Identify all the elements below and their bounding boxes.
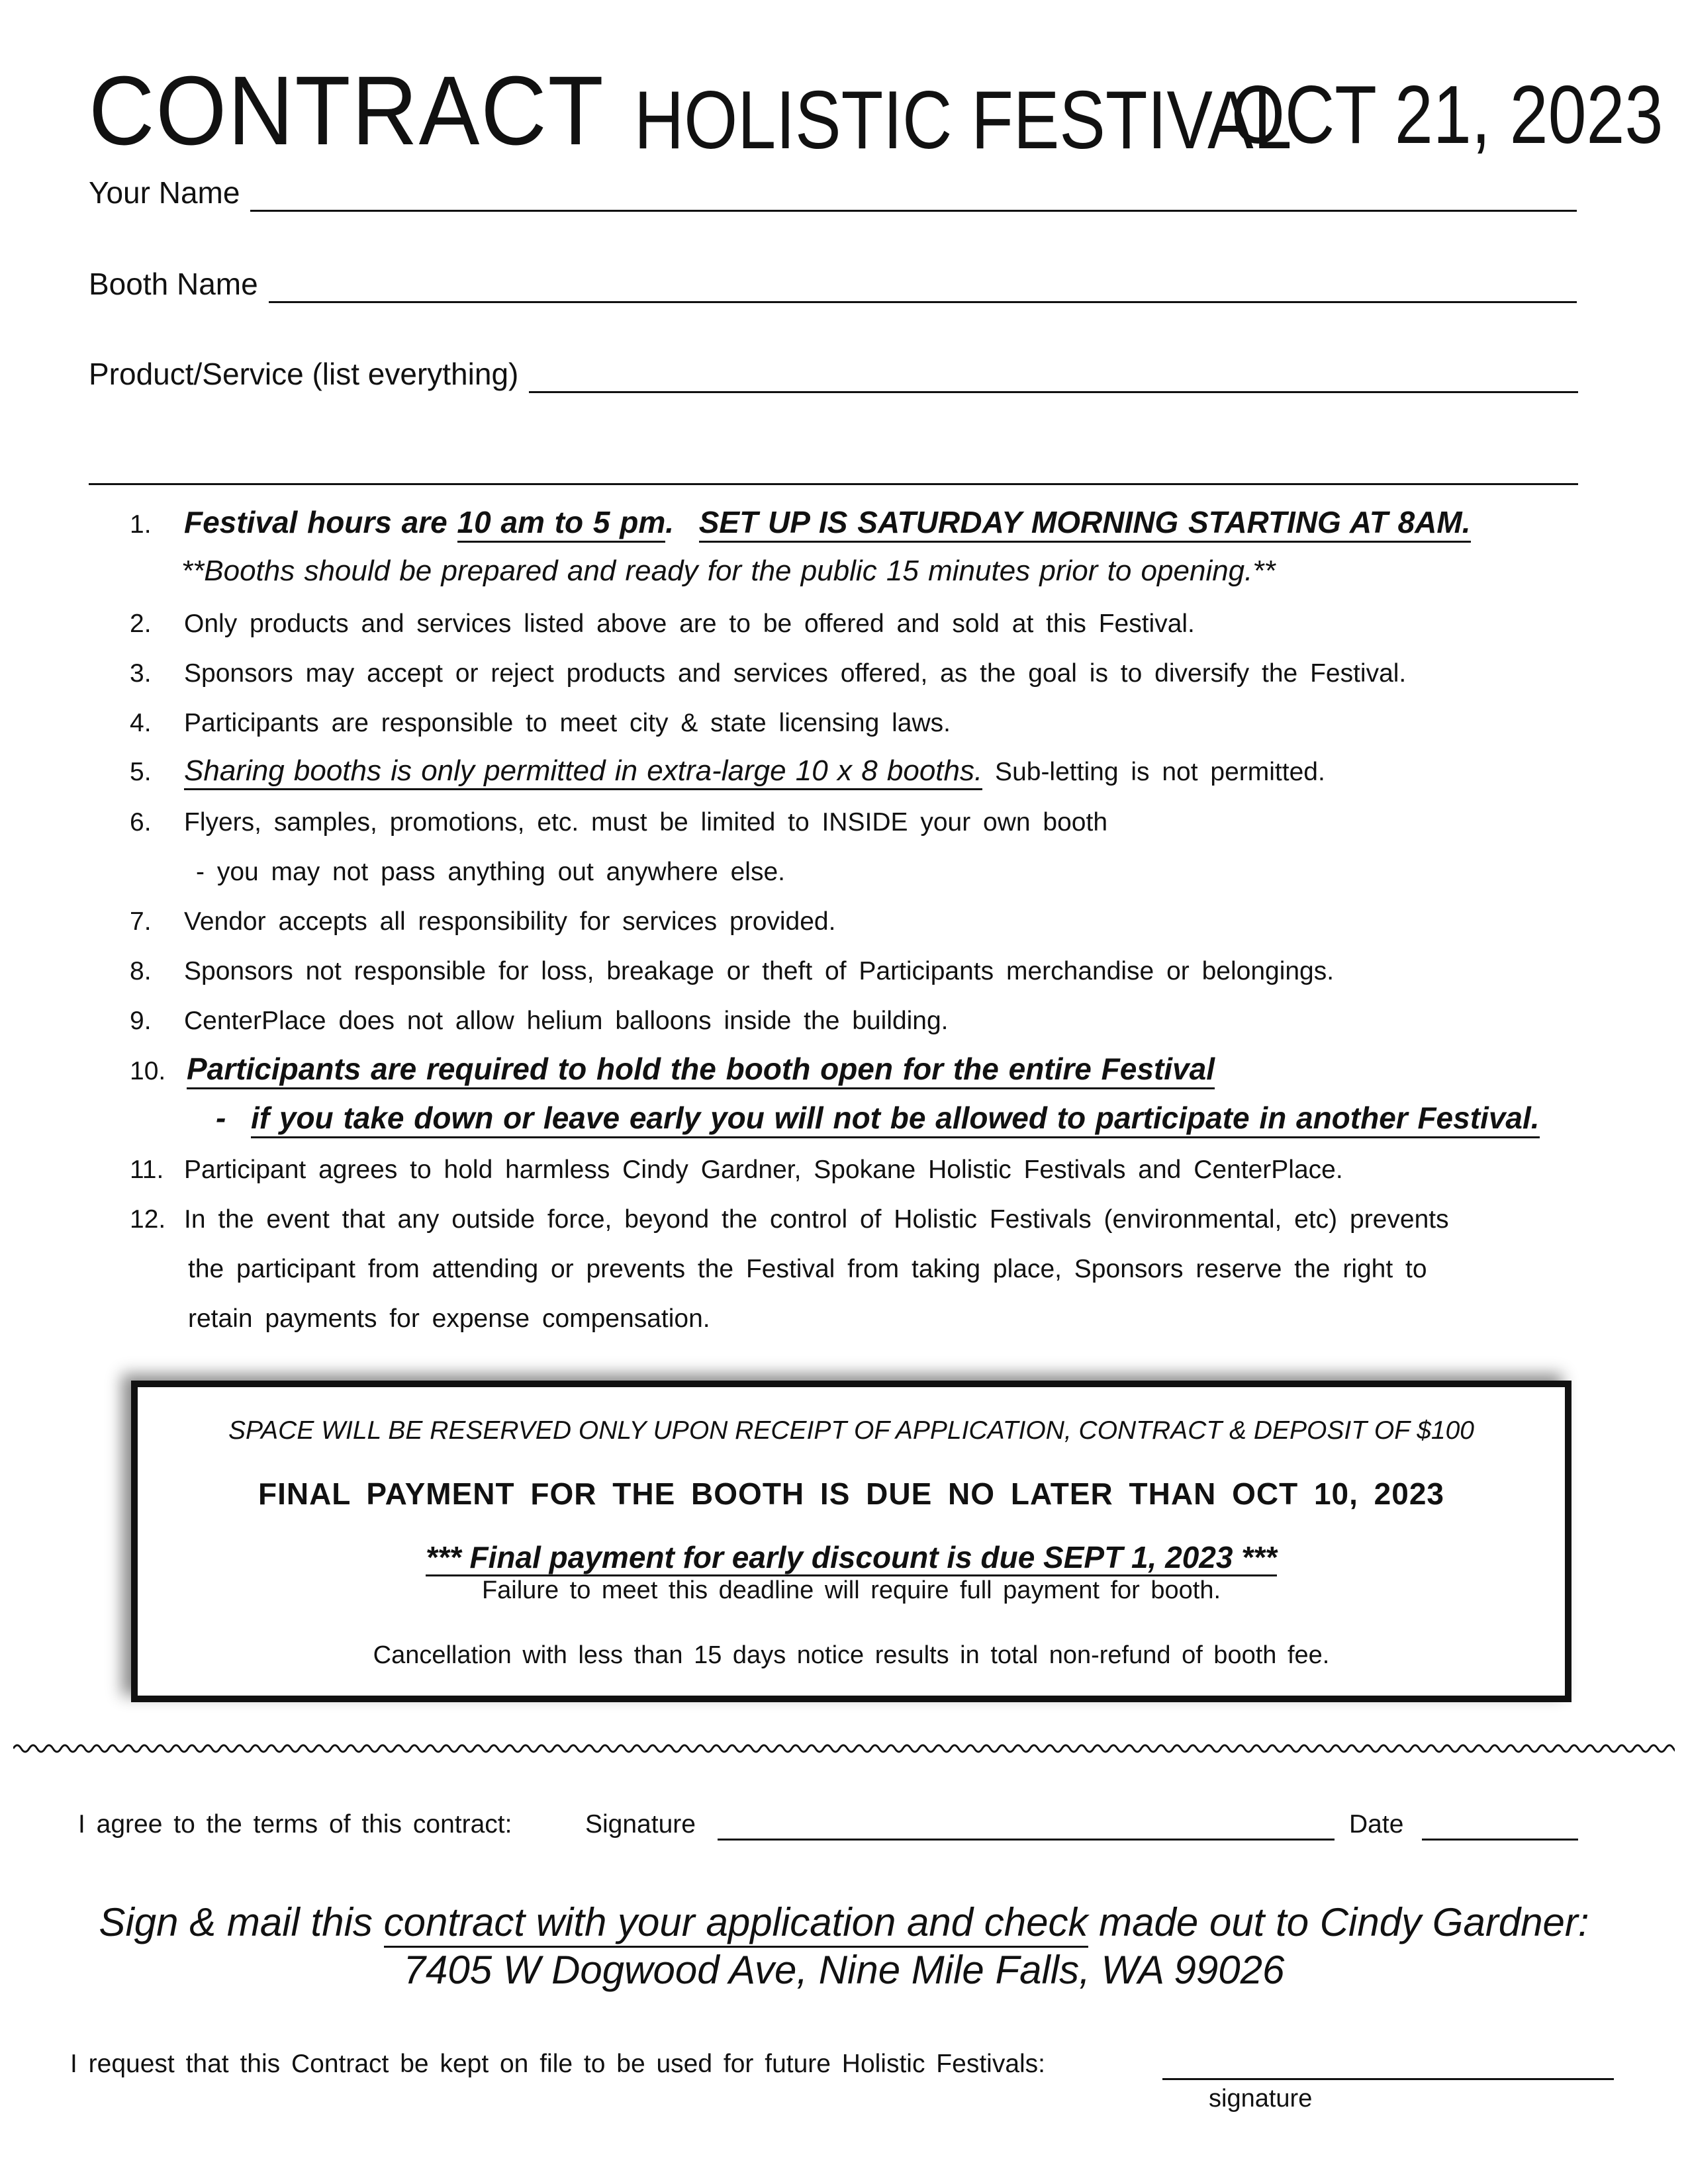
date-label: Date bbox=[1349, 1810, 1404, 1839]
booth-ready-note: **Booths should be prepared and ready for the public 15 minutes prior to opening.** bbox=[181, 555, 1276, 587]
your-name-line[interactable] bbox=[250, 179, 1577, 212]
product-service-line[interactable] bbox=[529, 361, 1578, 393]
event-date: OCT 21, 2023 bbox=[1231, 69, 1664, 161]
booth-name-line[interactable] bbox=[269, 271, 1577, 303]
list-item: 8. Sponsors not responsible for loss, breakage or theft of Participants merchandise or belongings. bbox=[130, 957, 1335, 985]
list-item: 12. In the event that any outside force, beyond the control of Holistic Festivals (environmental, etc) prevents bbox=[130, 1205, 1449, 1234]
final-payment-notice: FINAL PAYMENT FOR THE BOOTH IS DUE NO LATER THAN OCT 10, 2023 bbox=[258, 1477, 1445, 1511]
leave-early-note: - if you take down or leave early you will not be allowed to participate in another Festival. bbox=[216, 1101, 1540, 1137]
rule-12-continuation: retain payments for expense compensation. bbox=[188, 1304, 710, 1333]
list-item: 4. Participants are responsible to meet city & state licensing laws. bbox=[130, 709, 951, 737]
cancellation-note: Cancellation with less than 15 days notice results in total non-refund of booth fee. bbox=[373, 1641, 1330, 1669]
file-request-text: I request that this Contract be kept on file to be used for future Holistic Festivals: bbox=[70, 2050, 1046, 2078]
list-item: 5. Sharing booths is only permitted in extra-large 10 x 8 booths. Sub-letting is not permitted. bbox=[130, 754, 1325, 789]
cut-line bbox=[13, 1741, 1675, 1760]
mailing-address: 7405 W Dogwood Ave, Nine Mile Falls, WA 99026 bbox=[403, 1948, 1285, 1992]
booth-name-label: Booth Name bbox=[89, 267, 258, 301]
list-item: 7. Vendor accepts all responsibility for services provided. bbox=[130, 907, 836, 936]
festival-hours-text: Festival hours are bbox=[184, 505, 457, 539]
list-item: 9. CenterPlace does not allow helium balloons inside the building. bbox=[130, 1007, 949, 1035]
header bbox=[0, 52, 1688, 164]
setup-notice: SET UP IS SATURDAY MORNING STARTING AT 8AM. bbox=[699, 505, 1471, 543]
signature-row bbox=[78, 1808, 1581, 1848]
deadline-failure-note: Failure to meet this deadline will require full payment for booth. bbox=[481, 1576, 1221, 1604]
product-service-field[interactable] bbox=[89, 355, 1578, 393]
your-name-field[interactable] bbox=[89, 173, 1577, 212]
date-line[interactable] bbox=[1422, 1839, 1578, 1841]
signature-line[interactable] bbox=[718, 1839, 1335, 1841]
file-request-signature-line[interactable] bbox=[1162, 2078, 1614, 2080]
product-service-label: Product/Service (list everything) bbox=[89, 357, 519, 391]
flyers-note: - you may not pass anything out anywhere else. bbox=[196, 858, 785, 886]
booth-name-field[interactable] bbox=[89, 265, 1577, 303]
your-name-label: Your Name bbox=[89, 175, 240, 210]
product-service-line-2[interactable] bbox=[89, 483, 1578, 485]
list-item: 11. Participant agrees to hold harmless Cindy Gardner, Spokane Holistic Festivals and CenterPlace. bbox=[130, 1156, 1343, 1184]
list-item: 6. Flyers, samples, promotions, etc. must be limited to INSIDE your own booth bbox=[130, 808, 1108, 837]
payment-notice-box bbox=[131, 1381, 1571, 1702]
sharing-booths-text: Sharing booths is only permitted in extra-large 10 x 8 booths. bbox=[184, 754, 982, 790]
early-discount-notice: *** Final payment for early discount is due SEPT 1, 2023 *** bbox=[138, 1539, 1565, 1575]
list-item: 1. Festival hours are 10 am to 5 pm. SET UP IS SATURDAY MORNING STARTING AT 8AM. bbox=[130, 506, 1471, 541]
agree-text: I agree to the terms of this contract: bbox=[78, 1810, 512, 1839]
event-name: HOLISTIC FESTIVAL bbox=[634, 75, 1292, 166]
mail-instructions: Sign & mail this contract with your application and check made out to Cindy Gardner: bbox=[0, 1899, 1688, 1946]
festival-hours-value: 10 am to 5 pm bbox=[457, 505, 666, 543]
file-request-signature-label: signature bbox=[1209, 2085, 1313, 2113]
document-title: CONTRACT bbox=[89, 56, 605, 165]
rule-12-continuation: the participant from attending or prevents the Festival from taking place, Sponsors reserve the right to bbox=[188, 1255, 1427, 1283]
list-item: 3. Sponsors may accept or reject products and services offered, as the goal is to diversify the Festival. bbox=[130, 659, 1407, 688]
signature-label: Signature bbox=[585, 1810, 696, 1839]
list-item: 10. Participants are required to hold the booth open for the entire Festival bbox=[130, 1052, 1215, 1088]
hold-booth-text: Participants are required to hold the booth open for the entire Festival bbox=[187, 1052, 1215, 1089]
list-item: 2. Only products and services listed above are to be offered and sold at this Festival. bbox=[130, 610, 1195, 638]
reservation-notice: SPACE WILL BE RESERVED ONLY UPON RECEIPT OF APPLICATION, CONTRACT & DEPOSIT OF $100 bbox=[228, 1416, 1474, 1445]
